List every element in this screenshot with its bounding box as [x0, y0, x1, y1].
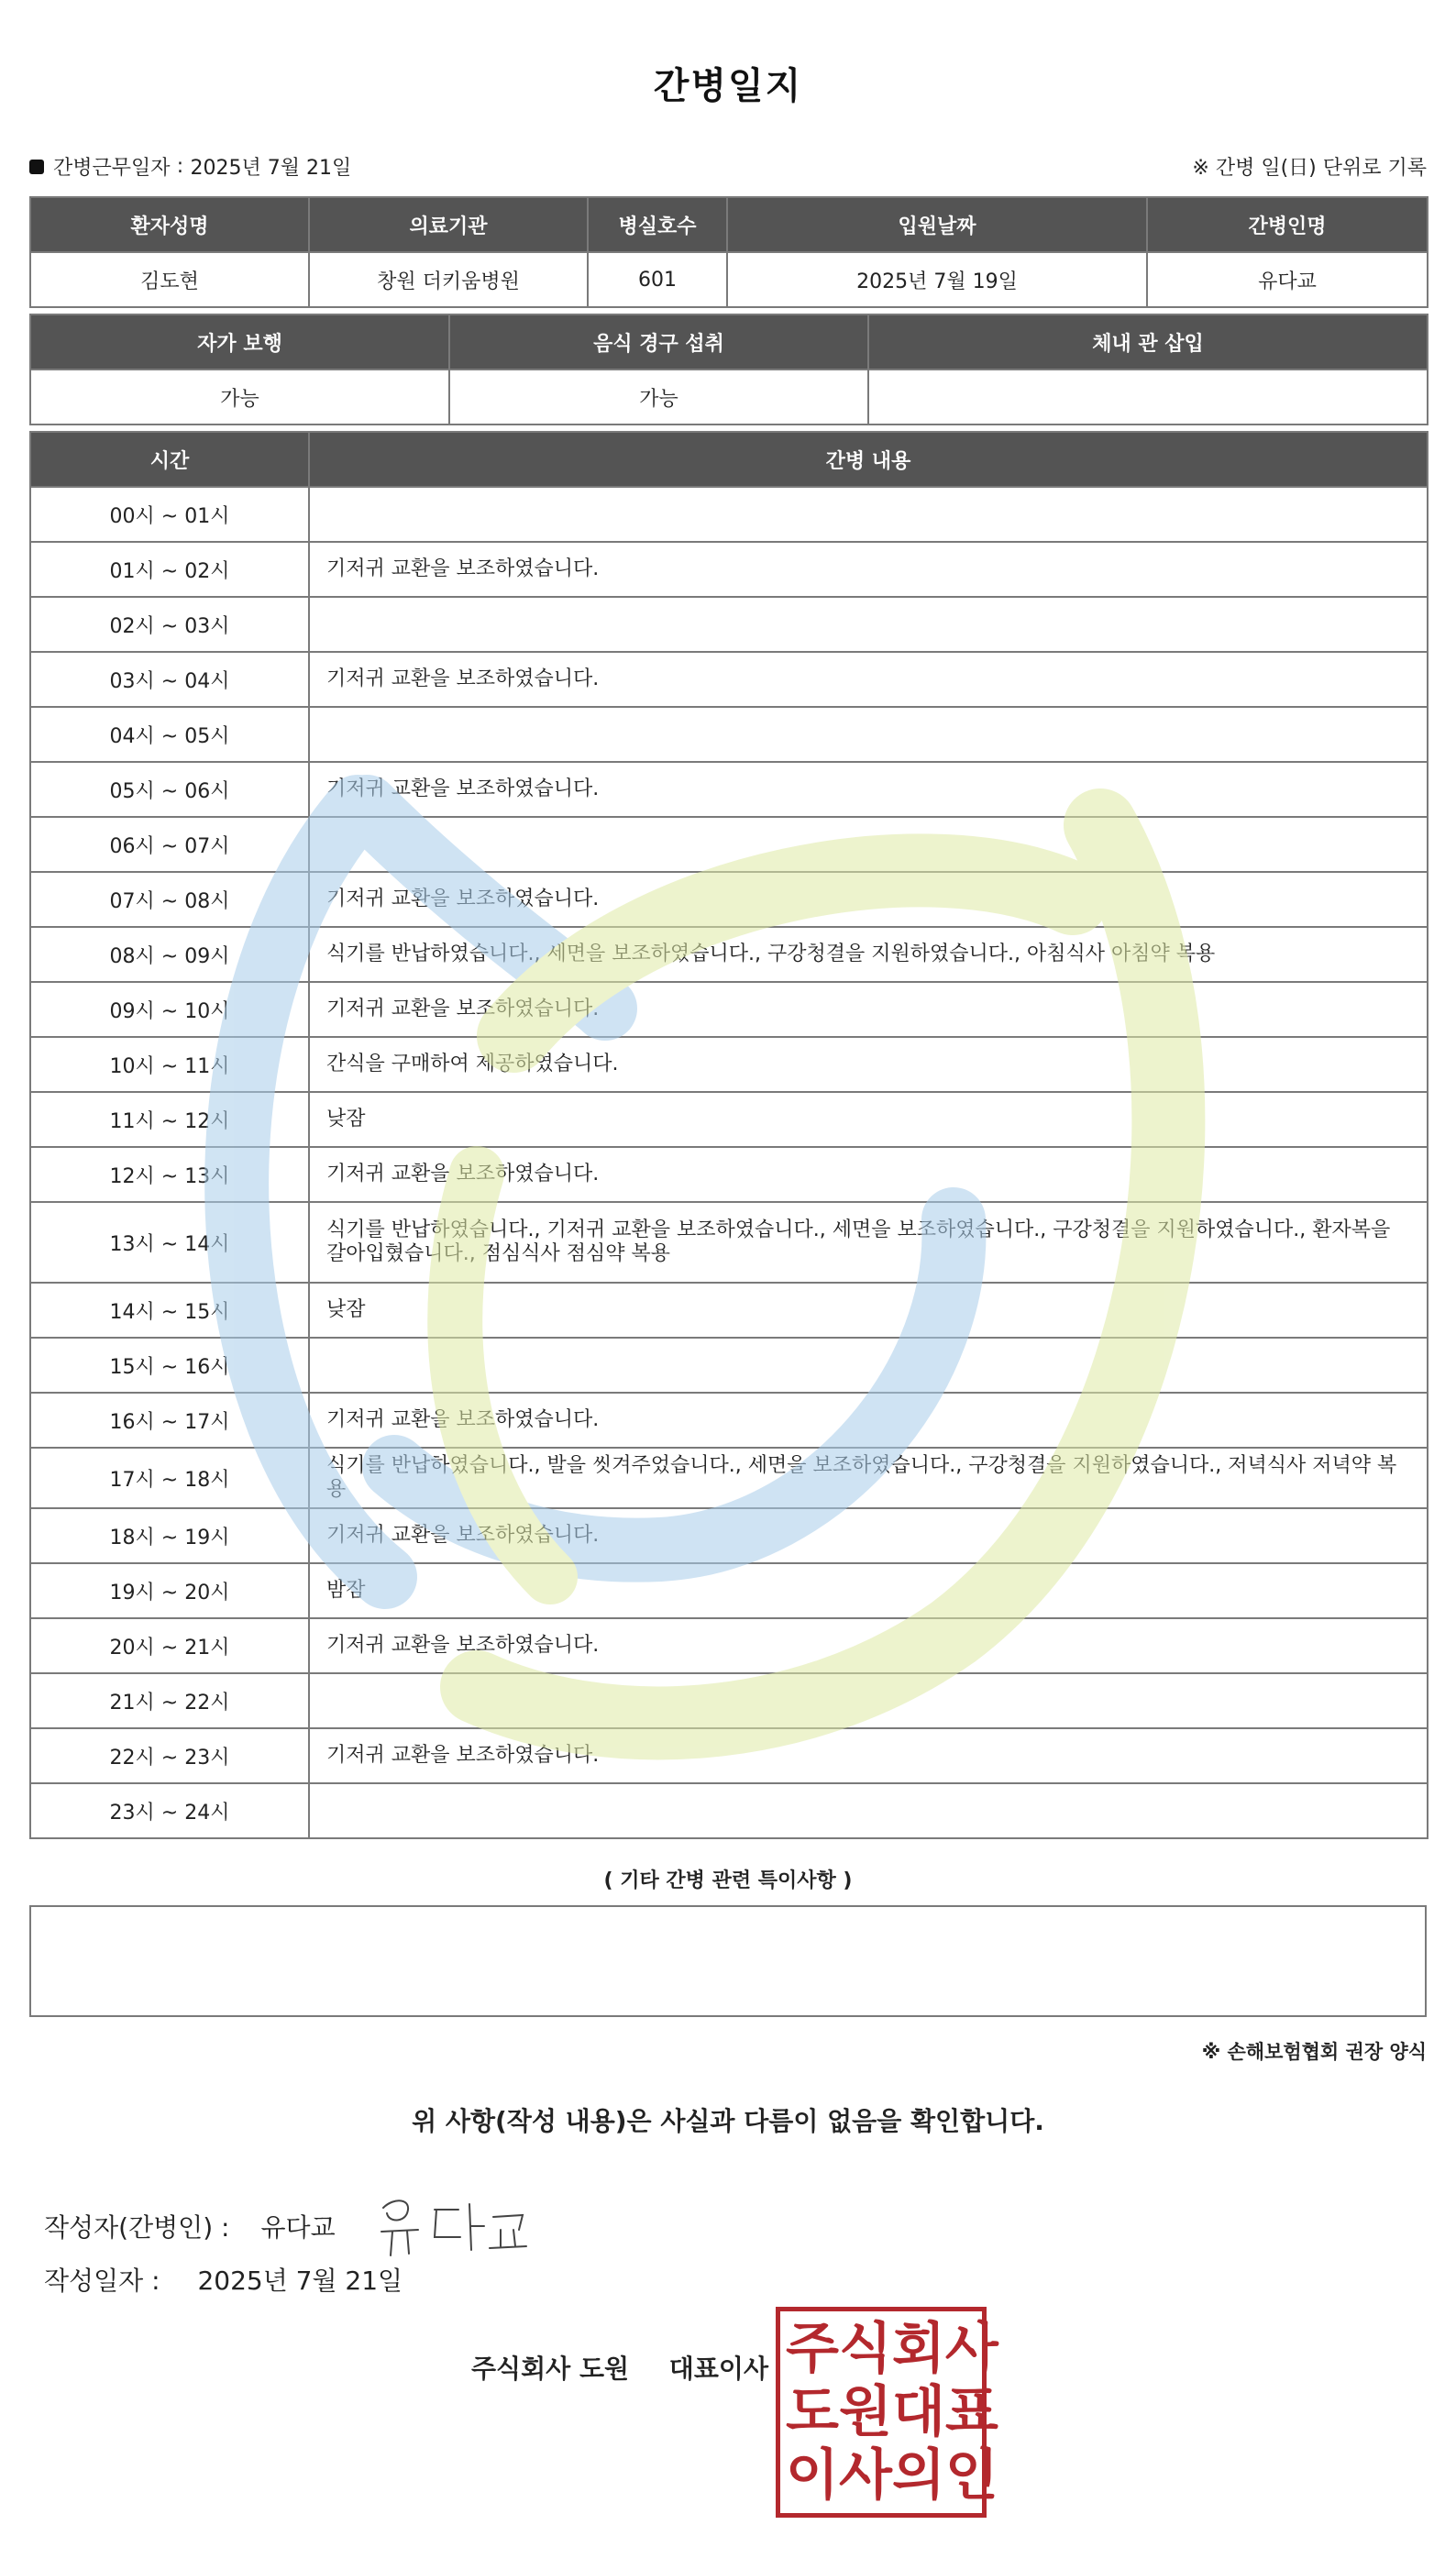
schedule-time: 19시 ~ 20시: [30, 1563, 309, 1618]
schedule-content: 낮잠: [309, 1092, 1428, 1147]
status-value-row: [30, 369, 1428, 424]
writer-label: 작성자(간병인) :: [44, 2212, 230, 2243]
schedule-content: [309, 597, 1428, 652]
schedule-row: [30, 927, 1428, 982]
schedule-time: 16시 ~ 17시: [30, 1393, 309, 1448]
schedule-row: [30, 1092, 1428, 1147]
schedule-time: 20시 ~ 21시: [30, 1618, 309, 1673]
schedule-content: [309, 1338, 1428, 1393]
schedule-time: 02시 ~ 03시: [30, 597, 309, 652]
notes-heading: ( 기타 간병 관련 특이사항 ): [603, 1869, 853, 1892]
seal-character: 표: [944, 2379, 998, 2444]
schedule-content: [309, 1673, 1428, 1728]
schedule-content: 기저귀 교환을 보조하였습니다.: [309, 542, 1428, 597]
care-date-label: 간병근무일자: [53, 157, 171, 180]
schedule-time: 21시 ~ 22시: [30, 1673, 309, 1728]
company-name: 주식회사 도원: [471, 2354, 630, 2384]
schedule-time: 10시 ~ 11시: [30, 1037, 309, 1092]
schedule-time: 03시 ~ 04시: [30, 652, 309, 707]
seal-character: 의: [891, 2443, 945, 2508]
writer-name: 유다교: [260, 2212, 336, 2243]
patient-status-table: [29, 314, 1428, 425]
schedule-row: [30, 1393, 1428, 1448]
schedule-content: 기저귀 교환을 보조하였습니다.: [309, 1618, 1428, 1673]
confirmation-statement: 위 사항(작성 내용)은 사실과 다름이 없음을 확인합니다.: [412, 2106, 1044, 2136]
schedule-row: [30, 542, 1428, 597]
written-date-label: 작성일자 :: [44, 2266, 160, 2296]
schedule-time: 11시 ~ 12시: [30, 1092, 309, 1147]
schedule-time: 08시 ~ 09시: [30, 927, 309, 982]
schedule-time: 13시 ~ 14시: [30, 1202, 309, 1283]
schedule-time: 06시 ~ 07시: [30, 817, 309, 872]
handwritten-signature: [376, 2189, 532, 2263]
schedule-row: [30, 487, 1428, 542]
info-value-row: [30, 252, 1428, 307]
time-header: 시간: [30, 432, 309, 487]
schedule-content: 식기를 반납하였습니다., 세면을 보조하였습니다., 구강청결을 지원하였습니다., 아침식사 아침약 복용: [309, 927, 1428, 982]
tube-insertion-header: 체내 관 삽입: [868, 314, 1428, 369]
schedule-row: [30, 652, 1428, 707]
notes-box: [29, 1905, 1427, 2017]
walking-value: 가능: [30, 369, 449, 424]
schedule-content: 기저귀 교환을 보조하였습니다.: [309, 872, 1428, 927]
schedule-content: [309, 487, 1428, 542]
seal-character: 원: [838, 2379, 892, 2444]
square-bullet-icon: [29, 160, 44, 174]
schedule-row: [30, 1147, 1428, 1202]
seal-character: 이: [786, 2443, 839, 2508]
schedule-row: [30, 1037, 1428, 1092]
seal-character: 인: [944, 2443, 998, 2508]
patient-name-header: 환자성명: [30, 197, 309, 252]
patient-name: 김도현: [30, 252, 309, 307]
schedule-row: [30, 762, 1428, 817]
schedule-content: 기저귀 교환을 보조하였습니다.: [309, 1728, 1428, 1783]
schedule-content: 기저귀 교환을 보조하였습니다.: [309, 1508, 1428, 1563]
caregiver-name: 유다교: [1147, 252, 1428, 307]
schedule-header-row: [30, 432, 1428, 487]
seal-character: 사: [944, 2316, 998, 2381]
schedule-row: [30, 1563, 1428, 1618]
schedule-content: [309, 707, 1428, 762]
schedule-content: 낮잠: [309, 1283, 1428, 1338]
schedule-content: 기저귀 교환을 보조하였습니다.: [309, 652, 1428, 707]
writer-line: [44, 2189, 532, 2263]
written-date-value: 2025년 7월 21일: [197, 2266, 403, 2296]
schedule-row: [30, 817, 1428, 872]
schedule-row: [30, 1783, 1428, 1838]
schedule-time: 01시 ~ 02시: [30, 542, 309, 597]
status-header-row: [30, 314, 1428, 369]
schedule-row: [30, 597, 1428, 652]
hospital-name: 창원 더키움병원: [309, 252, 588, 307]
company-signature: [471, 2349, 768, 2386]
schedule-content: 밤잠: [309, 1563, 1428, 1618]
schedule-row: [30, 1338, 1428, 1393]
seal-character: 대: [891, 2379, 945, 2444]
room-number: 601: [588, 252, 727, 307]
schedule-time: 22시 ~ 23시: [30, 1728, 309, 1783]
schedule-row: [30, 982, 1428, 1037]
schedule-content: 기저귀 교환을 보조하였습니다.: [309, 762, 1428, 817]
seal-character: 도: [786, 2379, 839, 2444]
company-seal-stamp: [776, 2307, 998, 2518]
info-header-row: [30, 197, 1428, 252]
schedule-content: 기저귀 교환을 보조하였습니다.: [309, 1147, 1428, 1202]
room-header: 병실호수: [588, 197, 727, 252]
meta-row: [29, 152, 1427, 180]
schedule-content: 기저귀 교환을 보조하였습니다.: [309, 982, 1428, 1037]
schedule-content: 식기를 반납하였습니다., 발을 씻겨주었습니다., 세면을 보조하였습니다., 구강청결을 지원하였습니다., 저녁식사 저녁약 복용: [309, 1448, 1428, 1508]
schedule-time: 17시 ~ 18시: [30, 1448, 309, 1508]
hospital-header: 의료기관: [309, 197, 588, 252]
oral-intake-value: 가능: [449, 369, 868, 424]
seal-character: 주: [786, 2316, 839, 2381]
schedule-row: [30, 1202, 1428, 1283]
walking-header: 자가 보행: [30, 314, 449, 369]
form-note: ※ 손해보험협회 권장 양식: [1201, 2041, 1427, 2063]
schedule-row: [30, 872, 1428, 927]
care-date-value: 2025년 7월 21일: [190, 157, 352, 180]
schedule-row: [30, 1728, 1428, 1783]
admission-date: 2025년 7월 19일: [727, 252, 1147, 307]
schedule-content: 기저귀 교환을 보조하였습니다.: [309, 1393, 1428, 1448]
care-date: [29, 152, 351, 181]
schedule-row: [30, 1283, 1428, 1338]
schedule-time: 05시 ~ 06시: [30, 762, 309, 817]
schedule-row: [30, 1448, 1428, 1508]
schedule-time: 23시 ~ 24시: [30, 1783, 309, 1838]
schedule-time: 04시 ~ 05시: [30, 707, 309, 762]
schedule-row: [30, 1618, 1428, 1673]
seal-character: 회: [891, 2316, 945, 2381]
schedule-time: 18시 ~ 19시: [30, 1508, 309, 1563]
schedule-content: 식기를 반납하였습니다., 기저귀 교환을 보조하였습니다., 세면을 보조하였습니다., 구강청결을 지원하였습니다., 환자복을 갈아입혔습니다., 점심식사 점심약 복용: [309, 1202, 1428, 1283]
oral-intake-header: 음식 경구 섭취: [449, 314, 868, 369]
care-date-separator: :: [176, 155, 184, 178]
seal-character: 사: [838, 2443, 892, 2508]
schedule-time: 14시 ~ 15시: [30, 1283, 309, 1338]
schedule-content: 간식을 구매하여 제공하였습니다.: [309, 1037, 1428, 1092]
schedule-row: [30, 1673, 1428, 1728]
schedule-time: 12시 ~ 13시: [30, 1147, 309, 1202]
page-title: 간병일지: [653, 65, 803, 107]
tube-insertion-value: [868, 369, 1428, 424]
seal-character: 식: [838, 2316, 892, 2381]
schedule-row: [30, 707, 1428, 762]
patient-info-table: [29, 196, 1428, 308]
record-note: ※ 간병 일(日) 단위로 기록: [1192, 157, 1427, 180]
schedule-time: 07시 ~ 08시: [30, 872, 309, 927]
schedule-time: 15시 ~ 16시: [30, 1338, 309, 1393]
schedule-time: 09시 ~ 10시: [30, 982, 309, 1037]
schedule-content: [309, 817, 1428, 872]
schedule-time: 00시 ~ 01시: [30, 487, 309, 542]
admission-date-header: 입원날짜: [727, 197, 1147, 252]
schedule-row: [30, 1508, 1428, 1563]
schedule-content: [309, 1783, 1428, 1838]
written-date: [44, 2261, 403, 2298]
care-schedule-table: [29, 431, 1428, 1839]
company-representative: 대표이사: [668, 2354, 768, 2384]
care-content-header: 간병 내용: [309, 432, 1428, 487]
caregiver-name-header: 간병인명: [1147, 197, 1428, 252]
